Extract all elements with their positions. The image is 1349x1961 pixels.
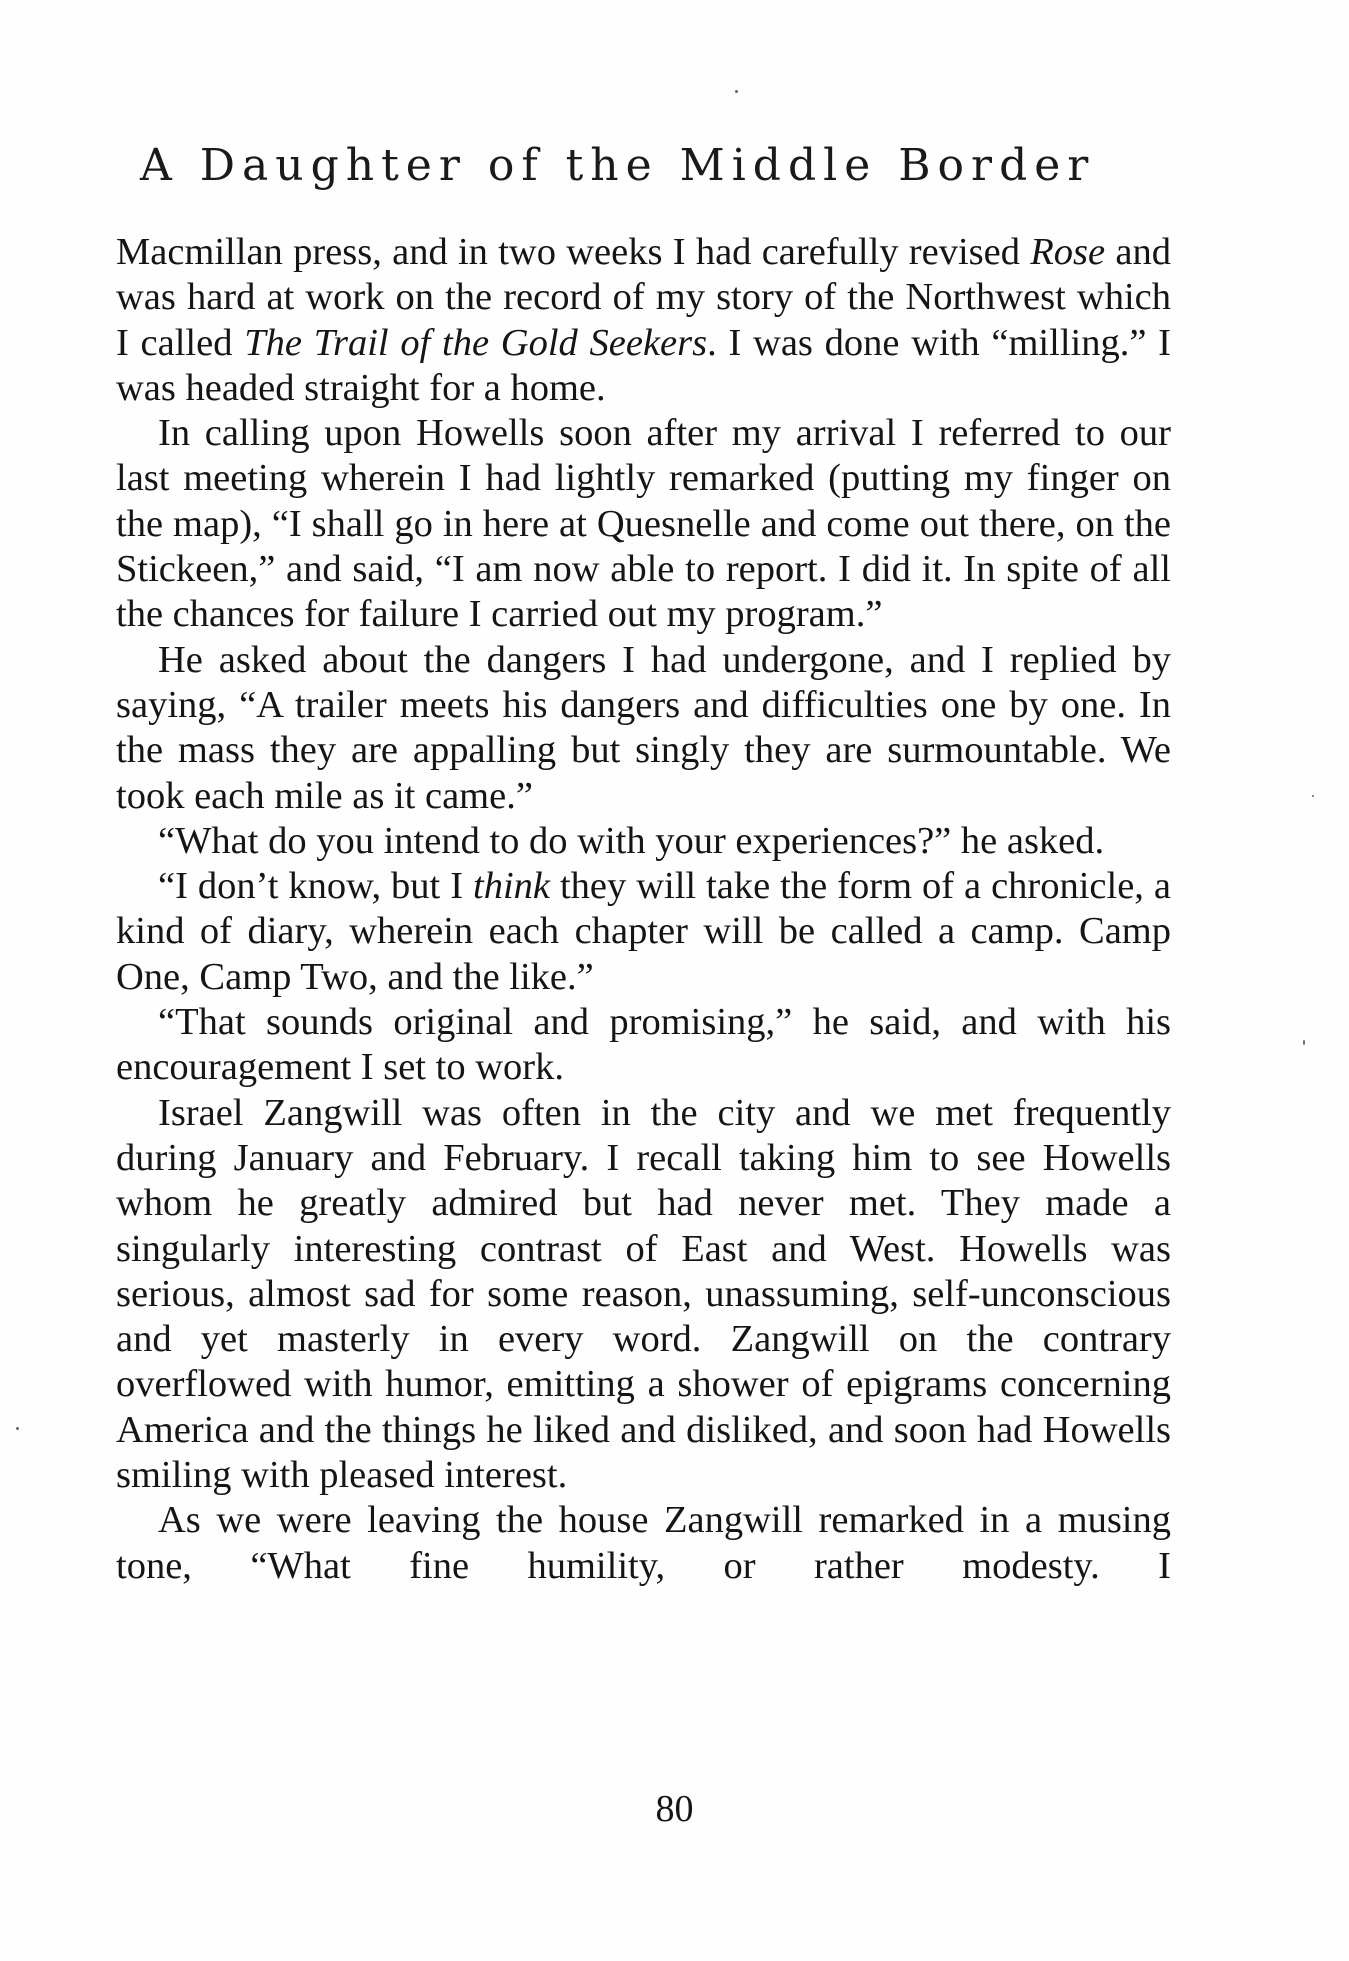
paragraph	[116, 1498, 1171, 1589]
text-run: In calling upon Howells soon after my arrival I referred to our last meeting wherein I had lightly remarked (putting my finger on the map), “I shall go in here at Quesnelle and come out there, on the Stickeen,” and said, “I am now able to report. I did it. In spite of all the chances for failure I carried out my program.”	[116, 412, 1171, 636]
text-run: He asked about the dangers I had undergone, and I replied by saying, “A trailer meets his dangers and difficulties one by one. In the mass they are appalling but singly they are surmountable. We took each mile as it came.”	[116, 638, 1171, 817]
text-run: . I was done with “milling.” I was headed straight for a home.	[116, 321, 1171, 409]
paragraph	[116, 638, 1171, 819]
paragraph	[116, 864, 1171, 1000]
text-run: Macmillan press, and in two weeks I had carefully revised	[116, 231, 1031, 273]
text-run: and was hard at work on the record of my story of the Northwest which I called	[116, 231, 1171, 364]
text-run: “What do you intend to do with your experiences?” he asked.	[158, 819, 1105, 862]
text-run: Israel Zangwill was often in the city and we met frequently during January and February. I recall taking him to see Howells whom he greatly admired but had never met. They made a singularly interesting contrast of East and West. Howells was serious, almost sad for some reason, unassuming, self-unconscious and yet masterly in every word. Zangwill on the contrary overflowed with humor, emitting a shower of epigrams concerning America and the things he liked and disliked, and soon had Howells smiling with pleased interest.	[116, 1091, 1171, 1497]
scan-speck	[1303, 1040, 1305, 1045]
paragraph	[116, 819, 1171, 864]
scan-speck	[735, 90, 738, 93]
text-run: As we were leaving the house Zangwill remarked in a musing tone, “What fine humility, or rather modesty. I	[116, 1499, 1171, 1587]
paragraph	[116, 1000, 1171, 1091]
italic-text: Rose	[1030, 231, 1106, 273]
italic-text: think	[473, 865, 550, 908]
paragraph	[116, 411, 1171, 637]
paragraph	[116, 230, 1171, 411]
body-text	[116, 230, 1171, 1589]
text-run: “I don’t know, but I	[158, 865, 474, 908]
text-run: “That sounds original and promising,” he said, and with his encouragement I set to work.	[116, 1001, 1171, 1089]
paragraph	[116, 1091, 1171, 1499]
page-number: 80	[655, 1788, 694, 1830]
text-run: they will take the form of a chronicle, a kind of diary, wherein each chapter will be called a camp. Camp One, Camp Two, and the like.”	[116, 865, 1171, 998]
italic-text: The Trail of the Gold Seekers	[244, 321, 708, 364]
running-head: A Daughter of the Middle Border	[140, 140, 1096, 191]
scan-speck	[16, 1427, 19, 1430]
scan-speck	[1312, 795, 1314, 797]
